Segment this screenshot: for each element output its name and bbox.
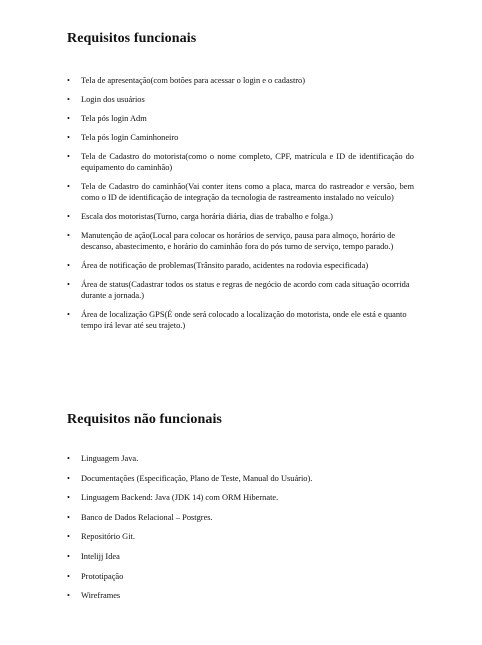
list-item: • Repositório Git. — [67, 532, 135, 542]
functional-requirements-heading: Requisitos funcionais — [67, 31, 197, 46]
list-item: • Área de notificação de problemas(Trânsito parado, acidentes na rodovia especificada) — [67, 261, 369, 270]
bullet-icon: • — [67, 114, 70, 123]
list-item: • Tela pós login Caminhoneiro — [67, 133, 179, 142]
bullet-icon: • — [67, 454, 70, 463]
bullet-icon: • — [67, 512, 70, 522]
list-item: • Documentações (Especificação, Plano de Teste, Manual do Usuário). — [67, 473, 313, 483]
bullet-icon: • — [67, 551, 70, 561]
list-item: • Wireframes — [67, 591, 121, 601]
list-item: • Escala dos motoristas(Turno, carga horária diária, dias de trabalho e folga.) — [67, 212, 333, 221]
bullet-icon: • — [67, 473, 70, 483]
functional-requirements-list — [67, 75, 414, 339]
bullet-icon: • — [67, 591, 70, 601]
list-item: • Tela pós login Adm — [67, 114, 147, 123]
bullet-icon: • — [67, 280, 70, 289]
bullet-icon: • — [67, 212, 70, 221]
bullet-icon: • — [67, 261, 70, 270]
list-item: • Tela de Cadastro do caminhão(Vai conter itens como a placa, marca do rastreador e versão, bem como o ID de identificação de integração da tecnologia de rastreamento instalado no veículo) — [67, 182, 414, 202]
list-item: • Área de localização GPS(É onde será colocado a localização do motorista, onde ele está e quanto tempo irá levar até seu trajeto.) — [67, 310, 407, 330]
list-item: • Manutenção de ação(Local para colocar os horários de serviço, pausa para almoço, horário de descanso, abastecimento, e horário do caminhão fora do pós turno de serviço, tempo parado.) — [67, 231, 396, 251]
bullet-icon: • — [67, 532, 70, 542]
list-item: • Linguagem Java. — [67, 454, 139, 463]
bullet-icon: • — [67, 571, 70, 581]
list-item: • Área de status(Cadastrar todos os status e regras de negócio de acordo com cada situação ocorrida durante a jornada.) — [67, 280, 410, 300]
bullet-icon: • — [67, 310, 70, 319]
list-item: • Banco de Dados Relacional – Postgres. — [67, 512, 213, 522]
bullet-icon: • — [67, 231, 70, 240]
bullet-icon: • — [67, 133, 70, 142]
list-item: • Intelijj Idea — [67, 551, 120, 561]
list-item: • Tela de apresentação(com botões para acessar o login e o cadastro) — [67, 76, 306, 85]
bullet-icon: • — [67, 152, 70, 161]
list-item: • Linguagem Backend: Java (JDK 14) com ORM Hibernate. — [67, 493, 279, 503]
non-functional-requirements-list — [67, 453, 414, 610]
bullet-icon: • — [67, 95, 70, 104]
non-functional-requirements-heading: Requisitos não funcionais — [67, 412, 222, 427]
bullet-icon: • — [67, 493, 70, 503]
list-item: • Login dos usuários — [67, 95, 145, 104]
bullet-icon: • — [67, 182, 70, 191]
list-item: • Tela de Cadastro do motorista(como o nome completo, CPF, matrícula e ID de identificação do equipamento do caminhão) — [67, 152, 414, 172]
list-item: • Prototipação — [67, 571, 124, 581]
bullet-icon: • — [67, 76, 70, 85]
